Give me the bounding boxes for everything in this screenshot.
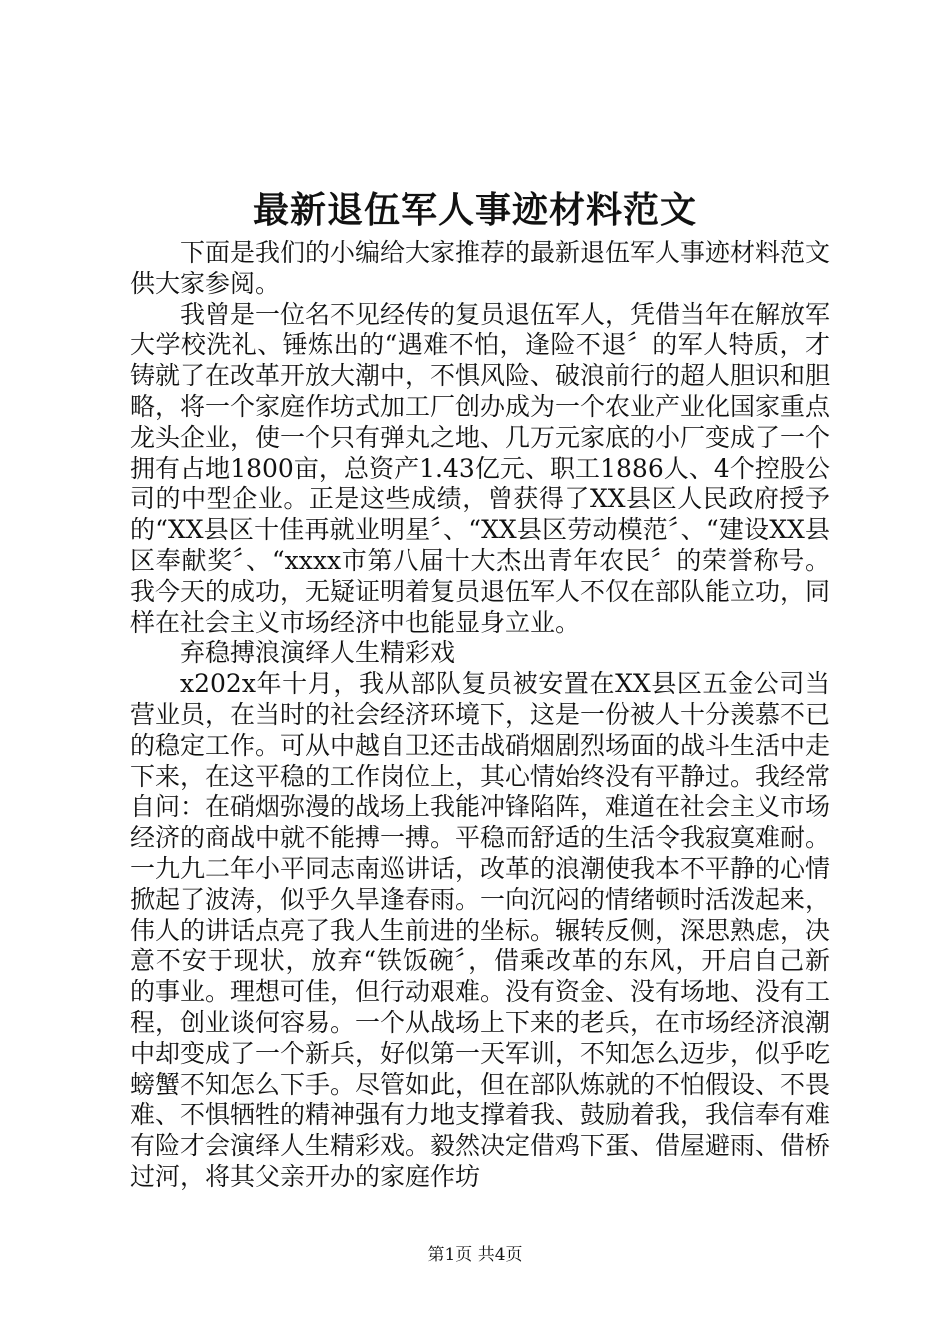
paragraph-background: 我曾是一位名不见经传的复员退伍军人，凭借当年在解放军大学校洗礼、锤炼出的“遇难不怕，逢险不退〞的军人特质，才铸就了在改革开放大潮中，不惧风险、破浪前行的超人胆识和胆略，将一个家庭作坊式加工厂创办成为一个农业产业化国家重点龙头企业，使一个只有弹丸之地、几万元家底的小厂变成了一个拥有占地1800亩，总资产1.43亿元、职工1886人、4个控股公司的中型企业。正是这些成绩，曾获得了XX县区人民政府授予的“XX县区十佳再就业明星〞、“XX县区劳动模范〞、“建设XX县区奉献奖〞、“xxxx市第八届十大杰出青年农民〞的荣誉称号。我今天的成功，无疑证明着复员退伍军人不仅在部队能立功，同样在社会主义市场经济中也能显身立业。 [130, 299, 831, 637]
document-body [130, 238, 830, 1193]
document-title: 最新退伍军人事迹材料范文 [252, 189, 697, 231]
paragraph-intro: 下面是我们的小编给大家推荐的最新退伍军人事迹材料范文供大家参阅。 [130, 238, 831, 298]
section-heading: 弃稳搏浪演绎人生精彩戏 [180, 638, 456, 668]
paragraph-story: x202x年十月，我从部队复员被安置在XX县区五金公司当营业员，在当时的社会经济环境下，这是一份被人十分羡慕不已的稳定工作。可从中越自卫还击战硝烟剧烈场面的战斗生活中走下来，在这平稳的工作岗位上，其心情始终没有平静过。我经常自问：在硝烟弥漫的战场上我能冲锋陷阵，难道在社会主义市场经济的商战中就不能搏一搏。平稳而舒适的生活令我寂寞难耐。一九九二年小平同志南巡讲话，改革的浪潮使我本不平静的心情掀起了波涛，似乎久旱逢春雨。一向沉闷的情绪顿时活泼起来，伟人的讲话点亮了我人生前进的坐标。辗转反侧，深思熟虑，决意不安于现状，放弃“铁饭碗〞，借乘改革的东风，开启自己新的事业。理想可佳，但行动艰难。没有资金、没有场地、没有工程，创业谈何容易。一个从战场上下来的老兵，在市场经济浪潮中却变成了一个新兵，好似第一天军训，不知怎么迈步，似乎吃螃蟹不知怎么下手。尽管如此，但在部队炼就的不怕假设、不畏难、不惧牺牲的精神强有力地支撑着我、鼓励着我，我信奉有难有险才会演绎人生精彩戏。毅然决定借鸡下蛋、借屋避雨、借桥过河，将其父亲开办的家庭作坊 [130, 669, 831, 1191]
page-number-footer: 第1页 共4页 [427, 1245, 523, 1265]
